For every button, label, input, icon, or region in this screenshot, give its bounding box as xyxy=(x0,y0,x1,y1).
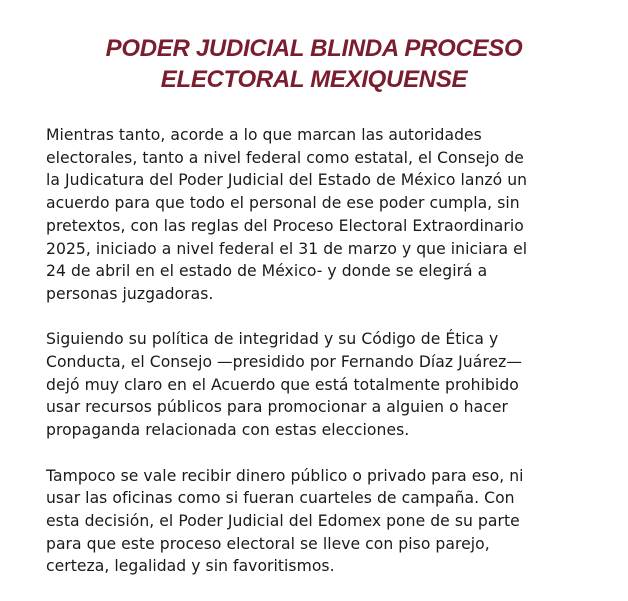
text-line: acuerdo para que todo el personal de ese poder cumpla, sin xyxy=(46,194,520,213)
headline-line: ELECTORAL MEXIQUENSE xyxy=(160,66,468,93)
text-line: propaganda relacionada con estas elecciones. xyxy=(46,421,410,440)
text-line: usar las oficinas como si fueran cuarteles de campaña. Con xyxy=(46,489,515,508)
text-line: Siguiendo su política de integridad y su Código de Ética y xyxy=(46,330,499,349)
paragraph-1 xyxy=(46,124,586,306)
text-line: para que este proceso electoral se lleve con piso parejo, xyxy=(46,534,490,553)
headline xyxy=(60,33,568,95)
text-line: Tampoco se vale recibir dinero público o privado para eso, ni xyxy=(46,466,524,485)
text-line: 24 de abril en el estado de México- y donde se elegirá a xyxy=(46,262,488,281)
paragraph-2 xyxy=(46,328,586,442)
text-line: Mientras tanto, acorde a lo que marcan las autoridades xyxy=(46,126,482,144)
text-line: pretextos, con las reglas del Proceso Electoral Extraordinario xyxy=(46,216,524,235)
paragraph-3 xyxy=(46,465,586,579)
text-line: 2025, iniciado a nivel federal el 31 de marzo y que iniciara el xyxy=(46,239,528,258)
text-line: electorales, tanto a nivel federal como estatal, el Consejo de xyxy=(46,148,524,167)
text-line: dejó muy claro en el Acuerdo que está totalmente prohibido xyxy=(46,375,519,394)
text-line: Conducta, el Consejo —presidido por Fernando Díaz Juárez— xyxy=(46,353,522,372)
article-body xyxy=(46,124,586,601)
text-line: personas juzgadoras. xyxy=(46,284,214,303)
text-line: certeza, legalidad y sin favoritismos. xyxy=(46,557,335,576)
text-line: esta decisión, el Poder Judicial del Edomex pone de su parte xyxy=(46,511,520,530)
headline-line: PODER JUDICIAL BLINDA PROCESO xyxy=(105,35,523,62)
text-line: la Judicatura del Poder Judicial del Estado de México lanzó un xyxy=(46,171,528,190)
text-line: usar recursos públicos para promocionar a alguien o hacer xyxy=(46,398,508,417)
